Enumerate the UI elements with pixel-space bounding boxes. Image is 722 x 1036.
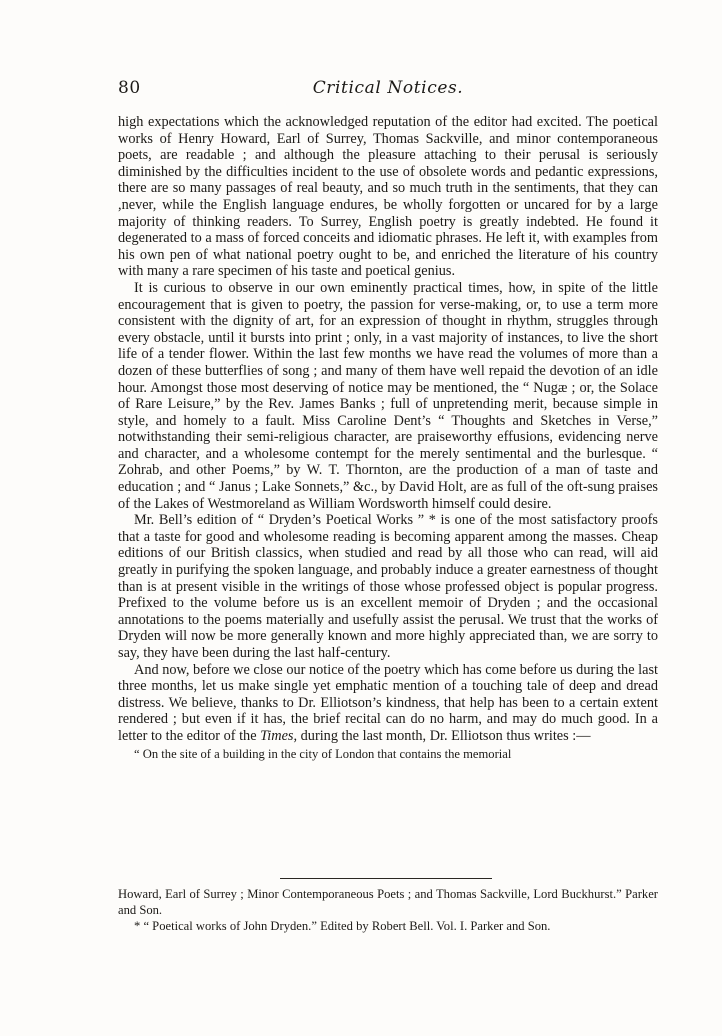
paragraph-continuation: high expectations which the acknowledged reputation of the editor had excited. The poetical works of Henry Howard, Earl of Surrey, Thomas Sackville, and minor contemporaneous poets, are readable ; and although the pleasure attaching to their perusal is seriously diminished by the difficulties incident to the use of obsolete words and pedantic expressions, there are so many passages of real beauty, and so much truth in the sentiments, that they can ,never, while the English language endures, be wholly forgotten or uncared for by a large majority of thinking readers. To Surrey, English poetry is greatly indebted. He found it degenerated to a mass of forced conceits and idiomatic phrases. He left it, with examples from his own pen of what national poetry ought to be, and enriched the literature of his country with many a rare specimen of his taste and poetical genius. [118,114,658,280]
footnote-continuation: Howard, Earl of Surrey ; Minor Contemporaneous Poets ; and Thomas Sackville, Lord Buckhurst.” Parker and Son. [118,887,658,917]
paragraph-verse-making: It is curious to observe in our own eminently practical times, how, in spite of the little encouragement that is given to poetry, the passion for verse-making, or, to use a term more consistent with the dignity of art, for an expression of thought in rhythm, struggles through every obstacle, until it bursts into print ; only, in a vast majority of instances, to live the short life of a tender flower. Within the last few months we have read the volumes of more than a dozen of these butterflies of song ; and many of them have well repaid the devotion of an idle hour. Amongst those most deserving of notice may be mentioned, the “ Nugæ ; or, the Solace of Rare Leisure,” by the Rev. James Banks ; full of unpretending merit, because simple in style, and homely to a fault. Miss Caroline Dent’s “ Thoughts and Sketches in Verse,” notwithstanding their semi-religious character, are praiseworthy effusions, evidencing nerve and character, and a wholesome contempt for the merely sentimental and the burlesque. “ Zohrab, and other Poems,” by W. T. Thornton, are the production of a man of taste and education ; and “ Janus ; Lake Sonnets,” &c., by David Holt, are as full of the oft-sung praises of the Lakes of Westmoreland as William Wordsworth himself could desire. [118,279,658,512]
running-title: Critical Notices. [312,78,464,98]
paragraph-distress-text: And now, before we close our notice of the poetry which has come before us during the last three months, let us make single yet emphatic mention of a touching tale of deep and dread distress. We believe, thanks to Dr. Elliotson’s kindness, that help has been to a certain extent rendered ; but even if it has, the brief recital can do no harm, and may do much good. In a letter to the editor of the [118,661,658,744]
footnote-dryden: * “ Poetical works of John Dryden.” Edited by Robert Bell. Vol. I. Parker and Son. [134,919,551,933]
newspaper-title: Times, [260,727,298,744]
body-text [118,114,658,762]
footnote-rule [280,878,492,879]
paragraph-distress-end: during the last month, Dr. Elliotson thus writes :— [297,727,591,744]
paragraph-dryden: Mr. Bell’s edition of “ Dryden’s Poetical Works ” * is one of the most satisfactory proofs that a taste for good and wholesome reading is becoming apparent among the masses. Cheap editions of our British classics, when studied and read by all those who can read, will aid greatly in purifying the spoken language, and probably induce a greater earnestness of thought than is at present visible in the writings of those whose professed object is popular progress. Prefixed to the volume before us is an excellent memoir of Dryden ; and the occasional annotations to the poems materially and usefully assist the perusal. We trust that the works of Dryden will now be more generally known and more highly appreciated than, we are sorry to say, they have been during the last half-century. [118,512,658,661]
footnotes [118,886,658,934]
paragraph-distress [118,662,658,745]
page-number: 80 [118,78,141,98]
page-header [118,78,658,102]
letter-quote: “ On the site of a building in the city of London that contains the memorial [134,746,512,761]
